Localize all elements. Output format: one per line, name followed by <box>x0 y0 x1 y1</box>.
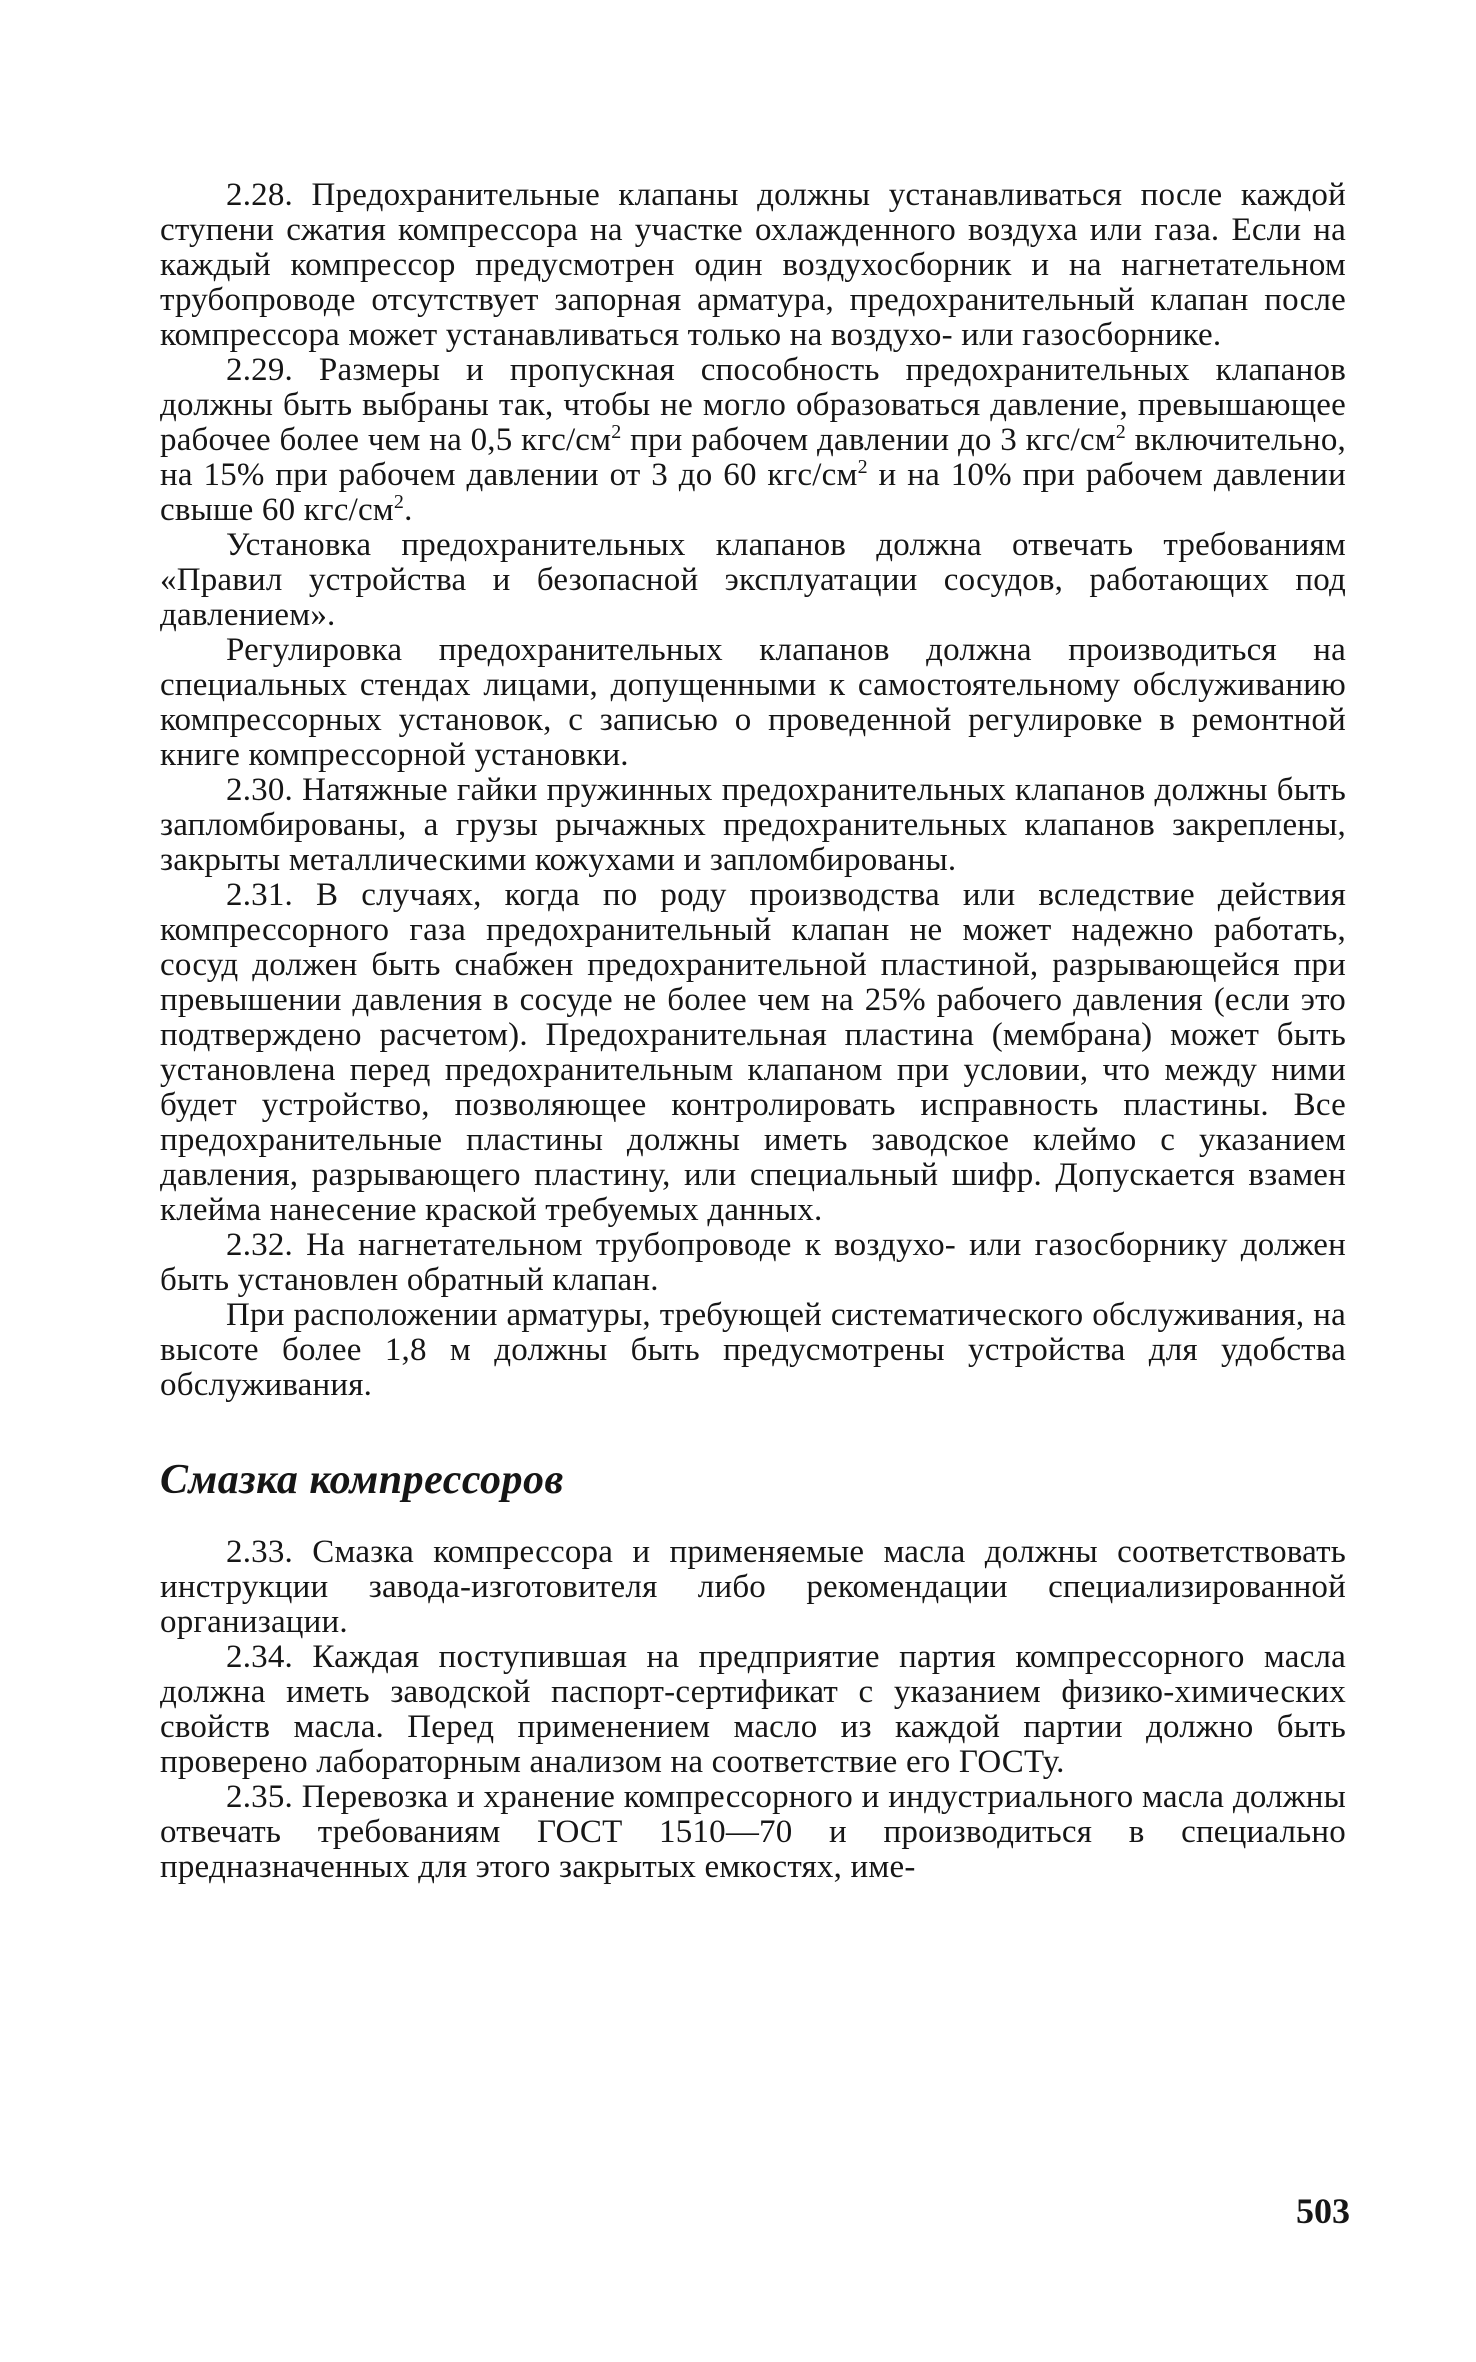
p229-part-e: . <box>404 492 413 528</box>
paragraph-regulation: Регулировка предохранительных клапанов должна производиться на специальных стендах лицами, допущенными к самостоятельному обслуживанию компрессорных установок, с записью о проведенной регулировке в ремонтной книге компрессорной установки. <box>160 632 1346 773</box>
p229-part-b: при рабочем давлении до 3 кгс/см <box>621 422 1116 458</box>
paragraph-2-30: 2.30. Натяжные гайки пружинных предохранительных клапанов должны быть запломбированы, а грузы рычажных предохранительных клапанов закреплены, закрыты металлическими кожухами и запломбированы. <box>160 772 1346 878</box>
superscript: 2 <box>857 456 868 478</box>
superscript: 2 <box>1115 421 1126 443</box>
paragraph-fittings: При расположении арматуры, требующей систематического обслуживания, на высоте более 1,8 м должны быть предусмотрены устройства для удобства обслуживания. <box>160 1297 1346 1403</box>
paragraph-2-29 <box>160 353 1346 528</box>
p229-part-a: 2.29. Размеры и пропускная способность предохранительных клапанов должны быть выбраны так, чтобы не могло образоваться давление, превышающее рабочее более чем на 0,5 кгс/см <box>160 352 1346 458</box>
page-body <box>160 178 1346 1885</box>
paragraph-2-31: 2.31. В случаях, когда по роду производства или вследствие действия компрессорного газа предохранительный клапан не может надежно работать, сосуд должен быть снабжен предохранительной пластиной, разрывающейся при превышении давления в сосуде не более чем на 25% рабочего давления (если это подтверждено расчетом). Предохранительная пластина (мембрана) может быть установлена перед предохранительным клапаном при условии, что между ними будет устройство, позволяющее контролировать исправность пластины. Все предохранительные пластины должны иметь заводское клеймо с указанием давления, разрывающего пластину, или специальный шифр. Допускается взамен клейма нанесение краской требуемых данных. <box>160 877 1346 1228</box>
page-number: 503 <box>1296 2191 1350 2231</box>
paragraph-installation: Установка предохранительных клапанов должна отвечать требованиям «Правил устройства и безопасной эксплуатации сосудов, работающих под давлением». <box>160 527 1346 633</box>
superscript: 2 <box>611 421 622 443</box>
p229-part-c: включительно, на 15% при рабочем давлении от 3 до 60 кгс/см <box>160 422 1347 493</box>
paragraph-2-33: 2.33. Смазка компрессора и применяемые масла должны соответствовать инструкции завода-изготовителя либо рекомендации специализированной организации. <box>160 1534 1346 1640</box>
paragraph-2-35: 2.35. Перевозка и хранение компрессорного и индустриального масла должны отвечать требованиям ГОСТ 1510—70 и производиться в специально предназначенных для этого закрытых емкостях, име- <box>160 1779 1346 1885</box>
superscript: 2 <box>393 491 405 513</box>
paragraph-2-28: 2.28. Предохранительные клапаны должны устанавливаться после каждой ступени сжатия компрессора на участке охлажденного воздуха или газа. Если на каждый компрессор предусмотрен один воздухосборник и на нагнетательном трубопроводе отсутствует запорная арматура, предохранительный клапан после компрессора может устанавливаться только на воздухо- или газосборнике. <box>160 177 1346 353</box>
paragraph-2-32: 2.32. На нагнетательном трубопроводе к воздухо- или газосборнику должен быть установлен обратный клапан. <box>160 1227 1346 1298</box>
section-title: Смазка компрессоров <box>160 1457 564 1503</box>
p229-part-d: и на 10% при рабочем давлении свыше 60 кгс/см <box>160 457 1346 528</box>
paragraph-2-34: 2.34. Каждая поступившая на предприятие партия компрессорного масла должна иметь заводской паспорт-сертификат с указанием физико-химических свойств масла. Перед применением масло из каждой партии должно быть проверено лабораторным анализом на соответствие его ГОСТу. <box>160 1639 1346 1780</box>
